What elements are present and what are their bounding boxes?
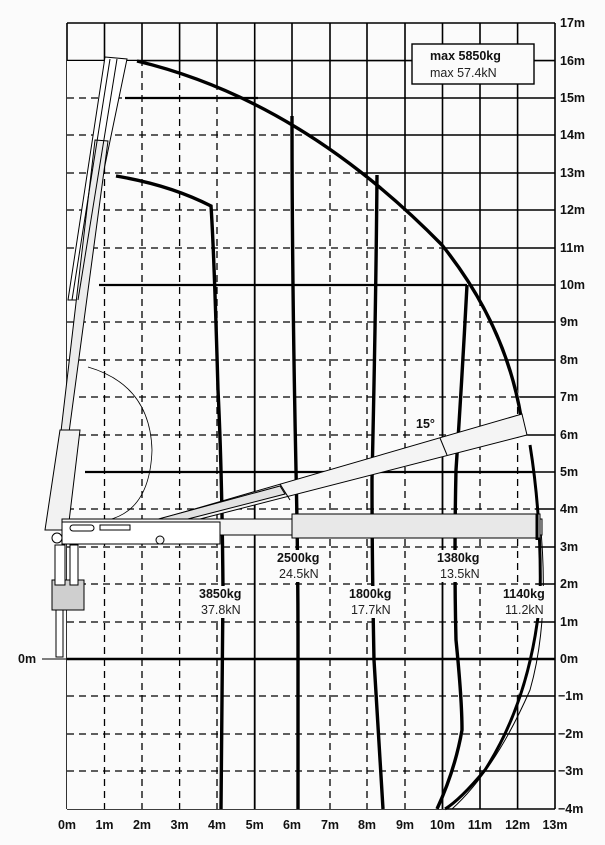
x-tick-label: 10m (429, 818, 456, 832)
x-tick-label: 8m (357, 818, 377, 832)
y-tick-label: 17m (560, 16, 586, 30)
load-kg: 1380kg (437, 551, 480, 565)
load-kg: 2500kg (277, 551, 320, 565)
x-tick-label: 12m (505, 818, 531, 832)
x-tick-label: 4m (207, 818, 227, 832)
load-kg: 1800kg (349, 587, 392, 601)
y-tick-label: −3m (558, 764, 584, 778)
y-tick-label: 10m (560, 278, 586, 292)
y-tick-label: 4m (560, 502, 579, 516)
x-tick-label: 6m (282, 818, 302, 832)
load-kg: 3850kg (199, 587, 242, 601)
y-tick-label: 8m (560, 353, 579, 367)
y-tick-label: 3m (560, 540, 579, 554)
x-tick-label: 0m (57, 818, 77, 832)
angle-label: 15° (416, 417, 435, 431)
x-tick-label: 11m (467, 818, 493, 832)
y-tick-label: 16m (560, 54, 586, 68)
x-axis (58, 818, 568, 832)
x-tick-label: 2m (132, 818, 152, 832)
max-capacity-box (412, 44, 534, 84)
left-zero-label: 0m (18, 652, 37, 666)
load-label-1140 (503, 586, 551, 618)
load-kn: 37.8kN (201, 603, 241, 617)
x-tick-label: 3m (170, 818, 189, 832)
y-tick-label: 2m (560, 577, 579, 591)
y-tick-label: 12m (560, 203, 586, 217)
y-tick-label: 14m (560, 128, 586, 142)
y-tick-label: 15m (560, 91, 586, 105)
x-tick-label: 1m (95, 818, 114, 832)
y-axis (558, 16, 585, 816)
y-tick-label: 5m (560, 465, 579, 479)
load-label-1800 (348, 586, 400, 618)
y-tick-label: −1m (558, 689, 584, 703)
y-tick-label: 9m (560, 315, 579, 329)
load-kn: 11.2kN (505, 603, 544, 617)
y-tick-label: 11m (560, 241, 585, 255)
y-tick-label: 7m (560, 390, 579, 404)
x-tick-label: 9m (395, 818, 415, 832)
load-label-3850 (198, 586, 250, 618)
x-tick-label: 7m (320, 818, 340, 832)
x-tick-label: 5m (245, 818, 264, 832)
y-tick-label: 1m (560, 615, 579, 629)
load-kn: 24.5kN (279, 567, 319, 581)
max-kg-label: max 5850kg (430, 49, 501, 63)
y-tick-label: 6m (560, 428, 579, 442)
y-tick-label: 13m (560, 166, 586, 180)
load-label-1380 (436, 550, 488, 582)
y-tick-label: −2m (558, 727, 584, 741)
y-tick-label: −4m (558, 802, 584, 816)
load-kg: 1140kg (503, 587, 545, 601)
load-kn: 17.7kN (351, 603, 391, 617)
load-kn: 13.5kN (440, 567, 480, 581)
y-tick-label: 0m (560, 652, 579, 666)
x-tick-label: 13m (542, 818, 568, 832)
max-kn-label: max 57.4kN (430, 66, 497, 80)
load-label-2500 (275, 550, 327, 582)
